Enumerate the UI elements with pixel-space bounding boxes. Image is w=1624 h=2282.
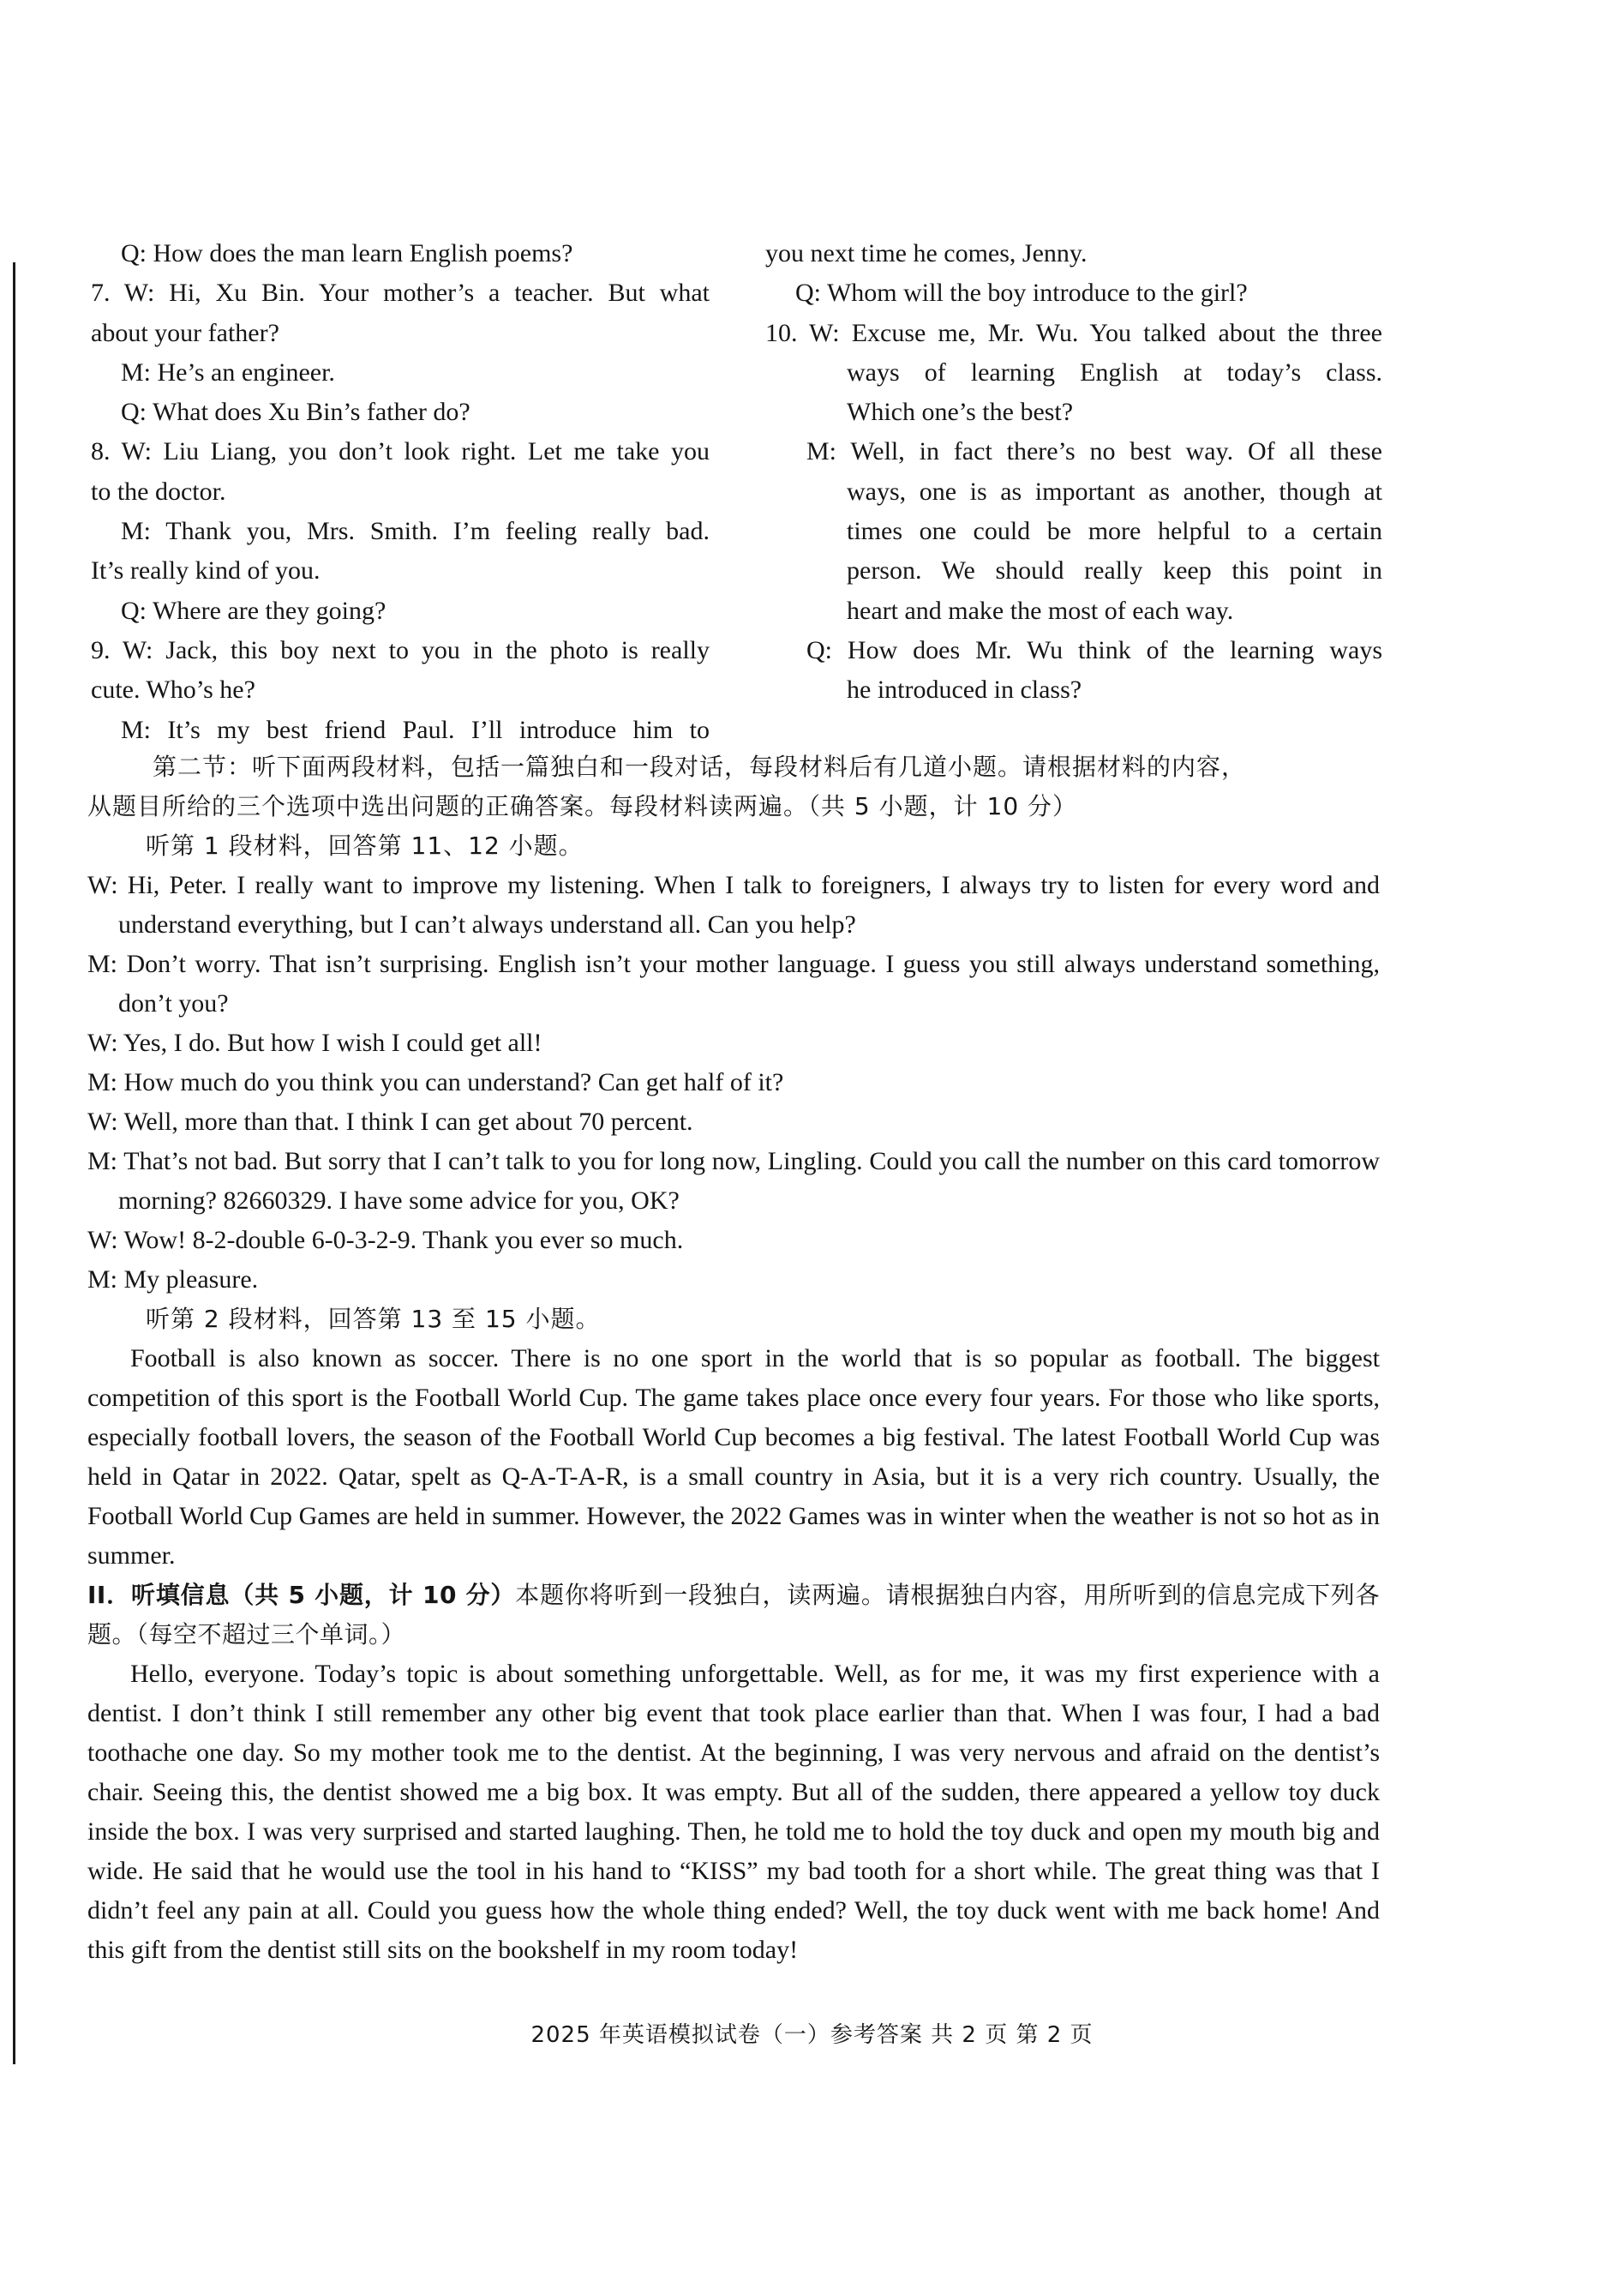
page-footer: 2025 年英语模拟试卷（一）参考答案 共 2 页 第 2 页 bbox=[530, 2022, 1094, 2048]
right-column bbox=[765, 234, 1382, 711]
transcript-line: Q: How does Mr. Wu think of the learning ways bbox=[806, 635, 1382, 664]
section-ii-intro bbox=[87, 1576, 1380, 1654]
transcript-line: M: Thank you, Mrs. Smith. I’m feeling really bad. bbox=[121, 517, 710, 546]
section-2-instructions: 第二节：听下面两段材料，包括一篇独白和一段对话，每段材料后有几道小题。请根据材料的内容， bbox=[153, 753, 1247, 781]
transcript-line: 8. W: Liu Liang, you don’t look right. Let me take you bbox=[91, 437, 710, 466]
transcript-line: times one could be more helpful to a certain bbox=[847, 517, 1382, 546]
transcript-line: you next time he comes, Jenny. bbox=[765, 239, 1088, 267]
transcript-line: Q: Where are they going? bbox=[121, 596, 387, 625]
transcript-line: 10. W: Excuse me, Mr. Wu. You talked about the three bbox=[765, 318, 1382, 347]
transcript-line: Q: How does the man learn English poems? bbox=[121, 239, 573, 267]
dialogue-line: M: That’s not bad. But sorry that I can’t talk to you for long now, Lingling. Could you call the number on this card tomorrow morning? 82660329. I have some advice for you, OK? bbox=[87, 1147, 1380, 1215]
transcript-line: 9. W: Jack, this boy next to you in the photo is really bbox=[91, 635, 710, 664]
transcript-line: Q: Whom will the boy introduce to the girl? bbox=[795, 279, 1248, 308]
dialogue-line: W: Well, more than that. I think I can get about 70 percent. bbox=[87, 1108, 693, 1136]
dentist-passage: Hello, everyone. Today’s topic is about something unforgettable. Well, as for me, it was my first experience with a dentist. I don’t think I still remember any other big event that took place earlier than that. When I was four, I had a bad toothache one day. So my mother took me to the dentist. At the beginning, I was very nervous and afraid on the dentist’s chair. Seeing this, the dentist showed me a big box. It was empty. But all of the sudden, there appeared a yellow toy duck inside the box. I was very surprised and started laughing. Then, he told me to hold the toy duck and open my mouth big and wide. He said that he would use the tool in his hand to “KISS” my bad tooth for a short while. The great thing was that I didn’t feel any pain at all. Could you guess how the whole thing ended? Well, the toy duck went with me back home! And this gift from the dentist still sits on the bookshelf in my room today! bbox=[87, 1660, 1380, 1964]
transcript-line: It’s really kind of you. bbox=[91, 556, 321, 586]
section-ii-heading: II．听填信息（共 5 小题，计 10 分） bbox=[87, 1581, 516, 1609]
dialogue-line: W: Hi, Peter. I really want to improve my listening. When I talk to foreigners, I always try to listen for every word and understand everything, but I can’t always understand all. Can you help? bbox=[87, 871, 1380, 939]
transcript-line: M: Well, in fact there’s no best way. Of all these bbox=[806, 437, 1382, 466]
dialogue-line: M: How much do you think you can understand? Can get half of it? bbox=[87, 1068, 784, 1096]
transcript-line: heart and make the most of each way. bbox=[847, 596, 1234, 625]
dialogue-line: W: Wow! 8-2-double 6-0-3-2-9. Thank you ever so much. bbox=[87, 1226, 684, 1254]
transcript-line: 7. W: Hi, Xu Bin. Your mother’s a teacher. But what bbox=[91, 279, 710, 308]
left-column bbox=[91, 234, 710, 750]
transcript-line: M: He’s an engineer. bbox=[121, 357, 335, 387]
part-2-heading: 听第 2 段材料，回答第 13 至 15 小题。 bbox=[146, 1305, 601, 1333]
transcript-line: ways of learning English at today’s class. bbox=[847, 357, 1382, 387]
section-ii-instructions: 本题你将听到一段独白，读两遍。请根据独白内容，用所听到的信息完成下列各题。（每空不超过三个单词。） bbox=[87, 1581, 1380, 1648]
transcript-line: cute. Who’s he? bbox=[91, 676, 255, 705]
part-1-heading: 听第 1 段材料，回答第 11、12 小题。 bbox=[146, 832, 584, 860]
transcript-line: he introduced in class? bbox=[847, 676, 1082, 705]
transcript-line: Q: What does Xu Bin’s father do? bbox=[121, 398, 470, 427]
section-2-instructions-cont: 从题目所给的三个选项中选出问题的正确答案。每段材料读两遍。（共 5 小题，计 10 分） bbox=[87, 792, 1078, 820]
transcript-line: ways, one is as important as another, though at bbox=[847, 477, 1382, 506]
section-2 bbox=[87, 748, 1380, 1970]
transcript-line: person. We should really keep this point in bbox=[847, 556, 1382, 586]
dialogue-line: M: Don’t worry. That isn’t surprising. English isn’t your mother language. I guess you still always understand something, don’t you? bbox=[87, 950, 1380, 1018]
dialogue-line: M: My pleasure. bbox=[87, 1265, 259, 1294]
transcript-line: M: It’s my best friend Paul. I’ll introduce him to bbox=[121, 715, 710, 744]
transcript-line: to the doctor. bbox=[91, 477, 226, 506]
transcript-line: Which one’s the best? bbox=[847, 398, 1074, 427]
transcript-line: about your father? bbox=[91, 318, 279, 347]
football-passage: Football is also known as soccer. There is no one sport in the world that is so popular as football. The biggest competition of this sport is the Football World Cup. The game takes place once every four years. For those who like sports, especially football lovers, the season of the Football World Cup becomes a big festival. The latest Football World Cup was held in Qatar in 2022. Qatar, spelt as Q-A-T-A-R, is a small country in Asia, but it is a very rich country. Usually, the Football World Cup Games are held in summer. However, the 2022 Games was in winter when the weather is not so hot as in summer. bbox=[87, 1344, 1380, 1570]
dialogue-line: W: Yes, I do. But how I wish I could get all! bbox=[87, 1029, 542, 1057]
